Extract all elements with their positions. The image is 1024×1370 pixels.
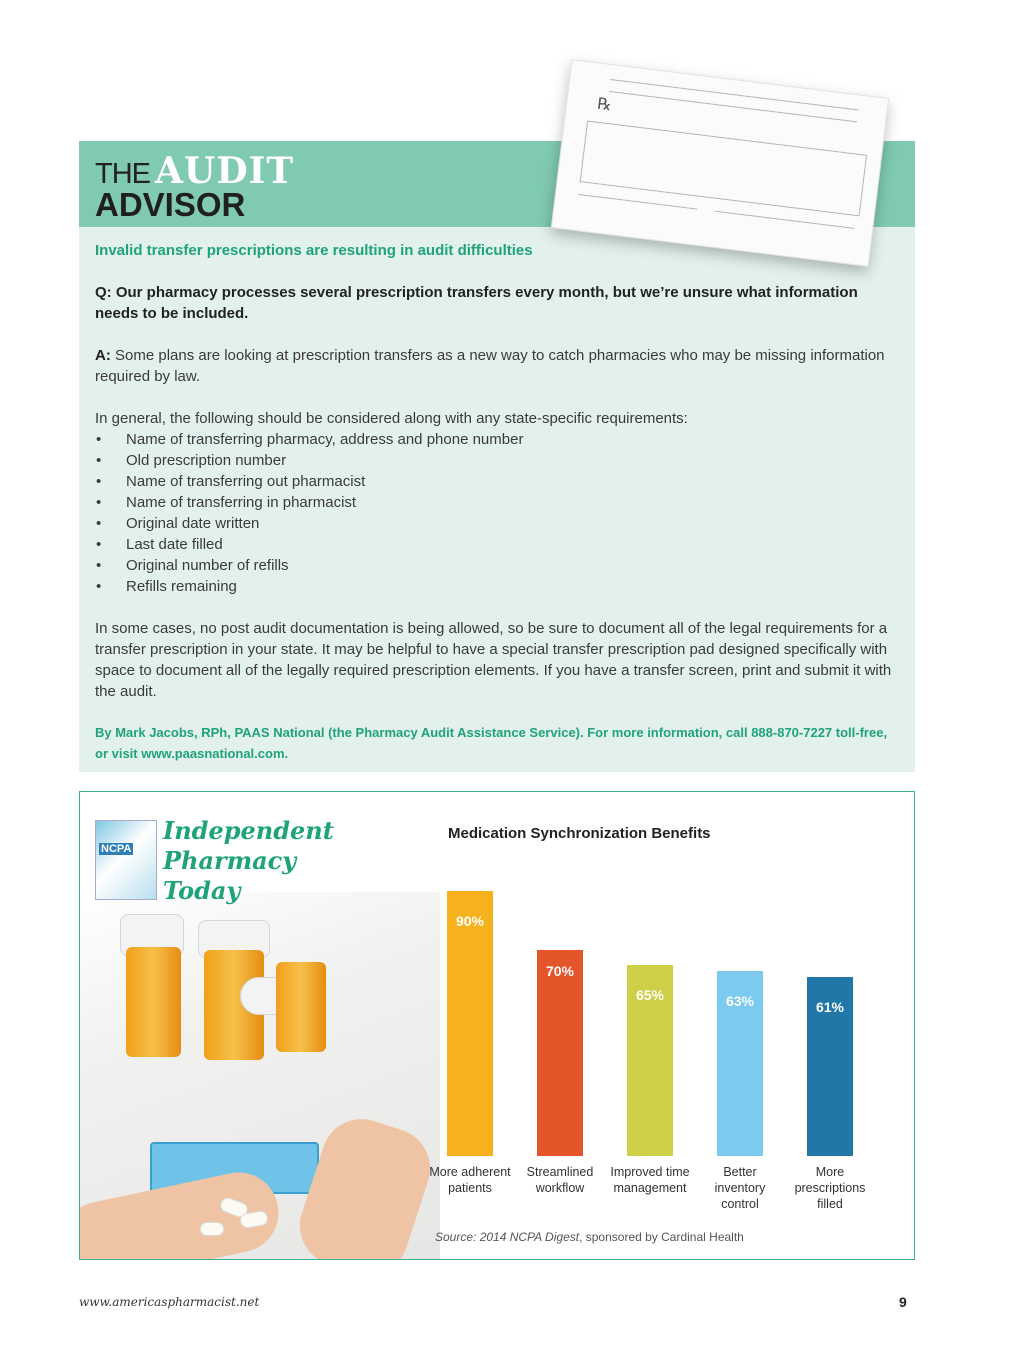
list-item: • Original number of refills bbox=[95, 555, 900, 576]
requirements-list bbox=[95, 429, 900, 597]
title-the: THE bbox=[95, 158, 150, 190]
category-label: Better inventory control bbox=[714, 1165, 766, 1211]
requirements-list-wrap bbox=[95, 429, 900, 597]
title-advisor: ADVISOR bbox=[95, 186, 246, 223]
category-label: More prescriptions filled bbox=[794, 1165, 866, 1211]
question-text: Q: Our pharmacy processes several prescription transfers every month, but we’re unsure what information needs to be included. bbox=[95, 284, 858, 322]
bar-value-label: 65% bbox=[635, 986, 665, 1003]
answer-paragraph bbox=[95, 345, 900, 387]
author-credit: By Mark Jacobs, RPh, PAAS National (the Pharmacy Audit Assistance Service). For more information, call 888-870-7227 toll-free, or visit www.paasnational.com. bbox=[95, 725, 888, 761]
list-item: • Last date filled bbox=[95, 534, 900, 555]
source-prefix: Source: bbox=[435, 1230, 477, 1244]
source-publication: 2014 NCPA Digest bbox=[476, 1230, 580, 1244]
bar-chart bbox=[80, 792, 914, 1259]
answer-label: A: bbox=[95, 347, 111, 364]
chart-title: Medication Synchronization Benefits bbox=[448, 825, 711, 842]
closing-paragraph: In some cases, no post audit documentation is being allowed, so be sure to document all of the legal requirements for a transfer prescription in your state. It may be helpful to have a special transfer prescription pad designed specifically with space to document all of the legally required prescription elements. If you have a transfer screen, print and submit it with the audit. bbox=[95, 620, 892, 700]
cover-label: NCPA bbox=[101, 843, 132, 855]
category-label: Streamlined workflow bbox=[526, 1165, 594, 1195]
publication-title-line: Independent bbox=[163, 816, 334, 845]
title-audit: AUDIT bbox=[155, 150, 295, 192]
requirements-intro: In general, the following should be considered along with any state-specific requirements: bbox=[95, 410, 688, 427]
list-item: • Refills remaining bbox=[95, 576, 900, 597]
bar-value-label: 63% bbox=[725, 992, 755, 1009]
list-item: • Name of transferring in pharmacist bbox=[95, 492, 900, 513]
publication-title-line: Pharmacy bbox=[163, 846, 297, 875]
source-suffix: , sponsored by Cardinal Health bbox=[579, 1230, 744, 1244]
chart-source bbox=[435, 1230, 744, 1244]
bar-value-label: 70% bbox=[545, 963, 575, 980]
publication-title-line: Today bbox=[163, 876, 241, 905]
page-number: 9 bbox=[899, 1294, 907, 1310]
chart-panel bbox=[79, 791, 915, 1260]
footer-url: www.americaspharmacist.net bbox=[79, 1295, 260, 1309]
category-label: Improved time management bbox=[610, 1165, 690, 1195]
list-item: • Name of transferring out pharmacist bbox=[95, 471, 900, 492]
bar-1 bbox=[447, 891, 493, 1156]
category-label: More adherent patients bbox=[429, 1165, 511, 1195]
list-item: • Old prescription number bbox=[95, 450, 900, 471]
bar-value-label: 61% bbox=[815, 998, 845, 1015]
bar-2 bbox=[537, 950, 583, 1156]
article-headline: Invalid transfer prescriptions are resulting in audit difficulties bbox=[95, 242, 533, 259]
list-item: • Name of transferring pharmacy, address and phone number bbox=[95, 429, 900, 450]
answer-text: Some plans are looking at prescription transfers as a new way to catch pharmacies who may be missing information required by law. bbox=[95, 347, 885, 385]
rx-icon: ℞ bbox=[596, 93, 613, 115]
list-item: • Original date written bbox=[95, 513, 900, 534]
bar-value-label: 90% bbox=[455, 913, 485, 930]
